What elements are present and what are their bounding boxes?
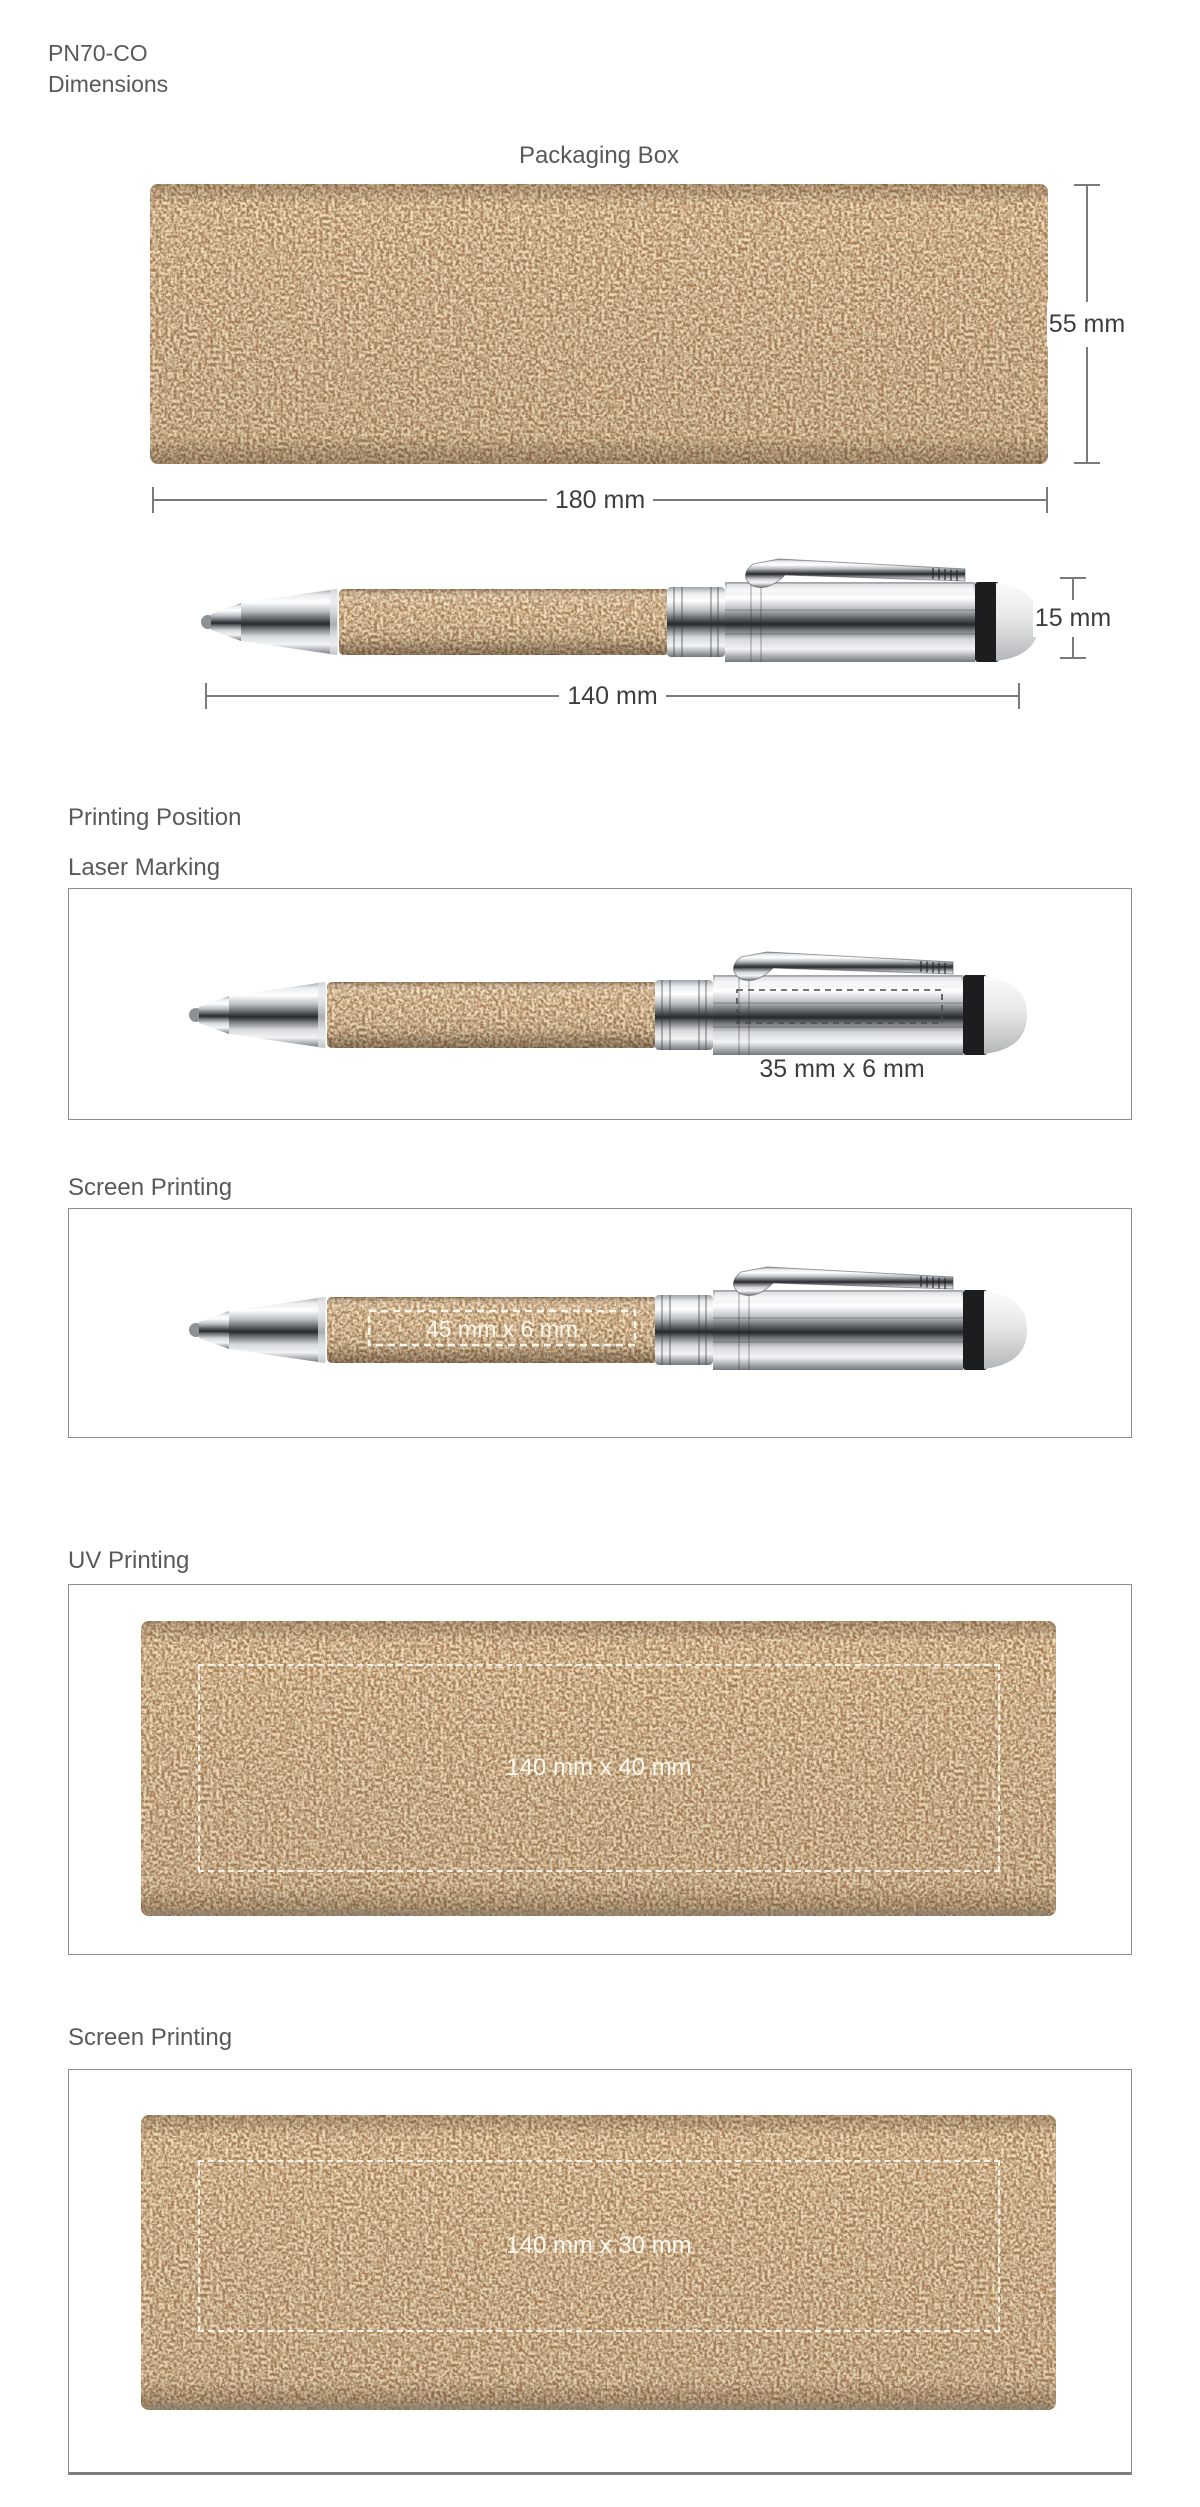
dimension-line [1072, 579, 1074, 600]
packaging-box-image [150, 184, 1048, 464]
section-label-laser-marking: Laser Marking [68, 854, 221, 881]
section-label-screen-printing-pen: Screen Printing [68, 1174, 233, 1201]
pen-image-screen [186, 1245, 1028, 1395]
uv-printing-area [198, 1664, 1000, 1872]
dimension-label-diameter: 15 mm [1033, 600, 1113, 637]
dimension-label-length: 140 mm [559, 680, 665, 713]
dimension-pen-diameter [1034, 577, 1112, 659]
dimension-label-width: 180 mm [547, 484, 653, 517]
section-label-screen-printing-box: Screen Printing [68, 2024, 233, 2051]
laser-marking-area-label: 35 mm x 6 mm [759, 1055, 925, 1083]
dimension-cap [1060, 657, 1086, 659]
screen-printing-area-label: 45 mm x 6 mm [425, 1316, 579, 1342]
pen-image [198, 537, 1040, 687]
screen-printing-box-area [198, 2160, 1000, 2332]
dimension-box-width [152, 486, 1048, 514]
uv-printing-area-label: 140 mm x 40 mm [506, 1754, 692, 1781]
screen-printing-box-area-label: 140 mm x 30 mm [506, 2232, 692, 2259]
printing-position-heading: Printing Position [68, 804, 242, 831]
packaging-box-title: Packaging Box [518, 142, 680, 169]
dimension-cap [1074, 462, 1100, 464]
dimension-line [653, 499, 1046, 501]
dimension-cap [1018, 683, 1020, 709]
dimension-cap [1046, 487, 1048, 513]
dimension-line [1072, 637, 1074, 658]
dimension-line [154, 499, 547, 501]
section-label-uv-printing: UV Printing [68, 1547, 190, 1574]
page-title: Dimensions [48, 71, 169, 97]
product-code: PN70-CO [48, 40, 148, 66]
dimension-line [1086, 186, 1088, 302]
dimension-line [666, 695, 1018, 697]
dimension-line [207, 695, 559, 697]
dimension-box-height [1048, 184, 1126, 464]
dimension-pen-length [205, 682, 1020, 710]
dimension-label-height: 55 mm [1047, 302, 1127, 347]
dimension-line [1086, 347, 1088, 463]
